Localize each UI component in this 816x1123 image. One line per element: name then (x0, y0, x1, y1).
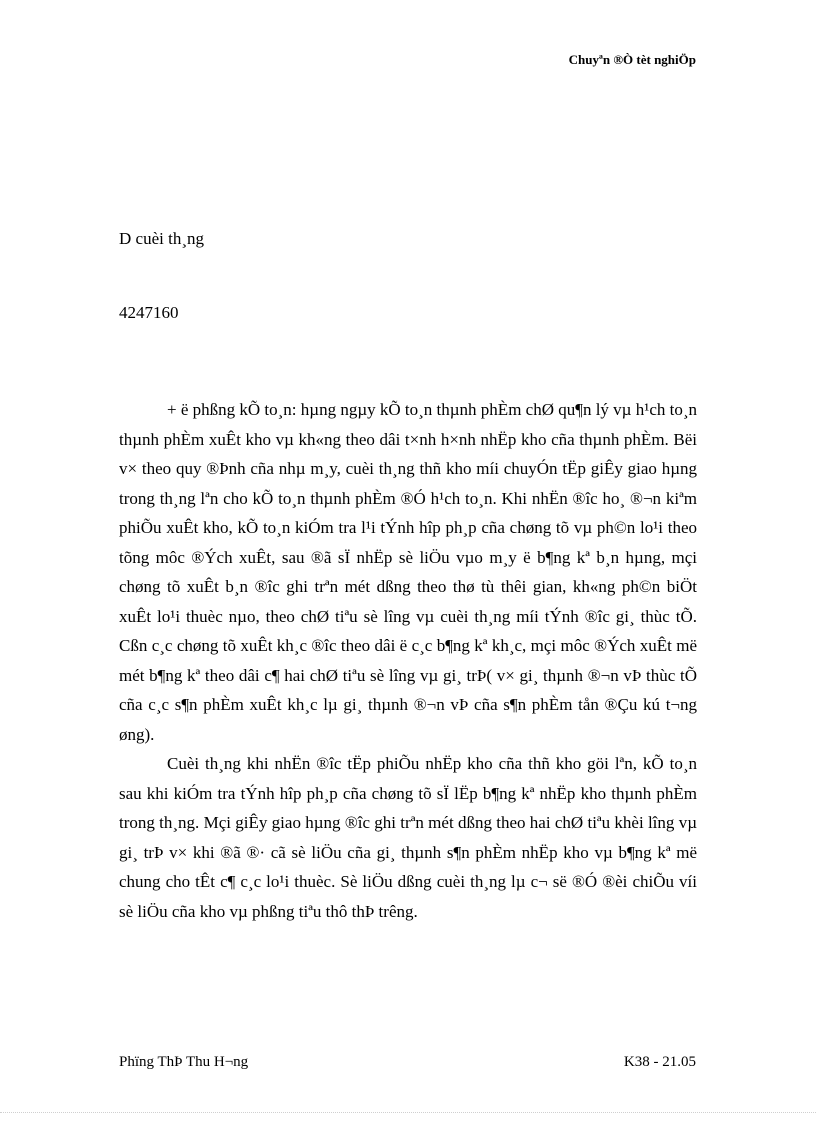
text-line-1: D cuèi th¸ng (119, 229, 204, 248)
text-line-2: 4247160 (119, 303, 179, 322)
footer-class-code: K38 - 21.05 (623, 1054, 696, 1070)
footer-author: Phïng ThÞ Thu H¬ng (119, 1054, 249, 1070)
paragraph-1: + ë phßng kÕ to¸n: hµng ngµy kÕ to¸n thµnh phÈm chØ qu¶n lý vµ h¹ch to¸n thµnh phÈm xuÊt kho vµ kh«ng theo dâi t×nh h×nh nhËp kho cña thµnh phÈm. Bëi v× theo quy ®Þnh cña nhµ m¸y, cuèi th¸ng thñ kho míi chuyÓn tËp giÊy giao hµng trong th¸ng lªn cho kÕ to¸n thµnh phÈm ®Ó h¹ch to¸n. Khi nhËn ®îc ho¸ ®¬n kiªm phiÕu xuÊt kho, kÕ to¸n kiÓm tra l¹i tÝnh hîp ph¸p cña chøng tõ vµ ph©n lo¹i theo tõng môc ®Ých xuÊt, sau ®ã sÏ nhËp sè liÖu vµo m¸y ë b¶ng kª b¸n hµng, mçi chøng tõ xuÊt b¸n ®îc ghi trªn mét dßng theo thø tù thêi gian, kh«ng ph©n biÖt xuÊt lo¹i thuèc nµo, theo chØ tiªu sè lîng vµ cuèi th¸ng míi tÝnh ®îc gi¸ thùc tÕ. Cßn c¸c chøng tõ xuÊt kh¸c ®îc theo dâi ë c¸c b¶ng kª kh¸c, mçi môc ®Ých xuÊt më mét b¶ng kª theo dâi c¶ hai chØ tiªu sè lîng vµ gi¸ trÞ( v× gi¸ thµnh ®¬n vÞ thùc tÕ cña c¸c s¶n phÈm xuÊt kh¸c lµ gi¸ thµnh ®¬n vÞ cña s¶n phÈm tån ®Çu kú t¬ng øng). (119, 400, 697, 744)
paragraph-2: Cuèi th¸ng khi nhËn ®îc tËp phiÕu nhËp kho cña thñ kho göi lªn, kÕ to¸n sau khi kiÓm tra tÝnh hîp ph¸p cña chøng tõ sÏ lËp b¶ng kª nhËp kho thµnh phÈm trong th¸ng. Mçi giÊy giao hµng ®îc ghi trªn mét dßng theo hai chØ tiªu khèi lîng vµ gi¸ trÞ v× khi ®ã ®· cã sè liÖu cña gi¸ thµnh s¶n phÈm nhËp kho vµ b¶ng kª më chung cho tÊt c¶ c¸c lo¹i thuèc. Sè liÖu dßng cuèi th¸ng lµ c¬ së ®Ó ®èi chiÕu víi sè liÖu cña kho vµ phßng tiªu thô thÞ trêng. (119, 754, 697, 921)
body-text (119, 395, 697, 926)
page-bottom-rule (0, 1112, 816, 1113)
document-header: Chuyªn ®Ò tèt nghiÖp (568, 52, 696, 67)
